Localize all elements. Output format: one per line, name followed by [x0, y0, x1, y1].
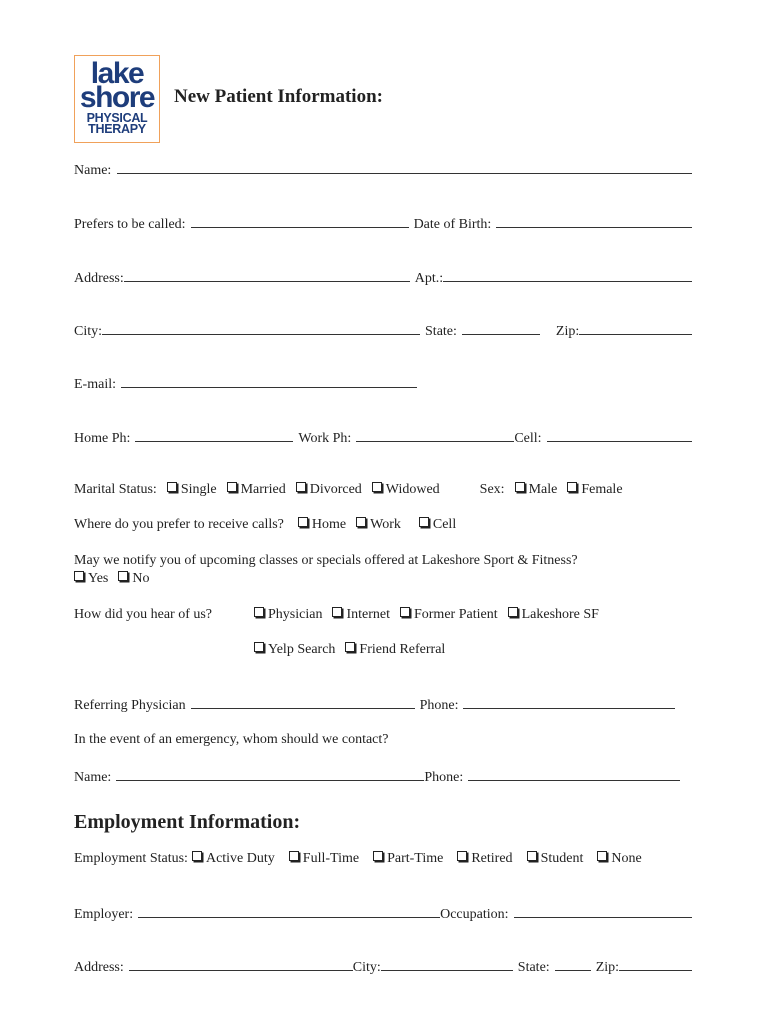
- referring-phone-field[interactable]: [463, 695, 675, 709]
- checkbox-icon[interactable]: [527, 851, 537, 861]
- emergency-phone-field[interactable]: [468, 767, 680, 781]
- cell-label: Cell:: [514, 431, 542, 446]
- employment-title: Employment Information:: [74, 811, 301, 833]
- hear-option-former-patient[interactable]: Former Patient: [400, 607, 498, 623]
- referring-label: Referring Physician: [74, 698, 186, 713]
- employer-address-field[interactable]: [129, 957, 353, 971]
- employment-status-row: [74, 851, 642, 871]
- referring-field[interactable]: [191, 695, 415, 709]
- checkbox-icon[interactable]: [508, 607, 518, 617]
- emergency-row: [74, 767, 692, 787]
- cell-field[interactable]: [547, 428, 692, 442]
- email-label: E-mail:: [74, 377, 116, 392]
- status-option-part-time[interactable]: Part-Time: [373, 851, 443, 867]
- employer-address-row: [74, 957, 692, 977]
- notify-option-yes[interactable]: Yes: [74, 571, 108, 587]
- checkbox-icon[interactable]: [356, 517, 366, 527]
- marital-option-divorced[interactable]: Divorced: [296, 482, 362, 498]
- zip-field[interactable]: [579, 321, 692, 335]
- checkbox-icon[interactable]: [289, 851, 299, 861]
- calls-option-cell[interactable]: Cell: [419, 517, 456, 533]
- sex-option-male[interactable]: Male: [515, 482, 558, 498]
- referring-row: [74, 695, 692, 715]
- emergency-name-field[interactable]: [116, 767, 424, 781]
- marital-row: [74, 482, 633, 502]
- city-label: City:: [74, 324, 103, 339]
- employer-row: [74, 904, 692, 924]
- address-label: Address:: [74, 271, 124, 286]
- marital-option-married[interactable]: Married: [227, 482, 286, 498]
- checkbox-icon[interactable]: [332, 607, 342, 617]
- calls-row: [74, 517, 466, 537]
- status-option-full-time[interactable]: Full-Time: [289, 851, 359, 867]
- hear-option-internet[interactable]: Internet: [332, 607, 390, 623]
- calls-label: Where do you prefer to receive calls?: [74, 517, 284, 532]
- employer-state-label: State:: [517, 960, 550, 975]
- logo-line-shore: shore: [79, 81, 155, 114]
- checkbox-icon[interactable]: [296, 482, 306, 492]
- referring-phone-label: Phone:: [419, 698, 459, 713]
- checkbox-icon[interactable]: [227, 482, 237, 492]
- checkbox-icon[interactable]: [419, 517, 429, 527]
- apt-field[interactable]: [443, 268, 692, 282]
- employer-address-label: Address:: [74, 960, 124, 975]
- city-row: [74, 321, 692, 341]
- calls-option-work[interactable]: Work: [356, 517, 401, 533]
- marital-option-single[interactable]: Single: [167, 482, 217, 498]
- employer-state-field[interactable]: [555, 957, 591, 971]
- checkbox-icon[interactable]: [74, 571, 84, 581]
- calls-option-home[interactable]: Home: [298, 517, 346, 533]
- occupation-field[interactable]: [514, 904, 692, 918]
- checkbox-icon[interactable]: [254, 642, 264, 652]
- checkbox-icon[interactable]: [400, 607, 410, 617]
- checkbox-icon[interactable]: [372, 482, 382, 492]
- employer-city-field[interactable]: [381, 957, 513, 971]
- status-option-retired[interactable]: Retired: [457, 851, 512, 867]
- checkbox-icon[interactable]: [167, 482, 177, 492]
- status-option-student[interactable]: Student: [527, 851, 584, 867]
- emergency-phone-label: Phone:: [424, 770, 464, 785]
- checkbox-icon[interactable]: [345, 642, 355, 652]
- state-label: State:: [425, 324, 457, 339]
- employer-field[interactable]: [138, 904, 440, 918]
- prefers-field[interactable]: [191, 214, 409, 228]
- name-label: Name:: [74, 163, 112, 178]
- emergency-name-label: Name:: [74, 770, 112, 785]
- checkbox-icon[interactable]: [567, 482, 577, 492]
- home-ph-label: Home Ph:: [74, 431, 131, 446]
- employer-city-label: City:: [352, 960, 381, 975]
- city-field[interactable]: [102, 321, 420, 335]
- emergency-question: In the event of an emergency, whom should we contact?: [74, 732, 389, 747]
- logo-line-lake: lake: [90, 57, 144, 90]
- prefers-row: [74, 214, 692, 234]
- hear-options-row1: [254, 607, 609, 627]
- lakeshore-logo: [74, 55, 160, 143]
- email-field[interactable]: [121, 374, 417, 388]
- notify-option-no[interactable]: No: [118, 571, 149, 587]
- address-row: [74, 268, 692, 288]
- marital-option-widowed[interactable]: Widowed: [372, 482, 440, 498]
- home-ph-field[interactable]: [135, 428, 293, 442]
- name-field[interactable]: [117, 160, 692, 174]
- dob-label: Date of Birth:: [413, 217, 492, 232]
- sex-label: Sex:: [479, 482, 505, 497]
- employer-zip-field[interactable]: [619, 957, 692, 971]
- checkbox-icon[interactable]: [298, 517, 308, 527]
- status-option-none[interactable]: None: [597, 851, 641, 867]
- work-ph-label: Work Ph:: [298, 431, 352, 446]
- apt-label: Apt.:: [414, 271, 444, 286]
- checkbox-icon[interactable]: [118, 571, 128, 581]
- hear-option-friend[interactable]: Friend Referral: [345, 642, 445, 658]
- checkbox-icon[interactable]: [515, 482, 525, 492]
- checkbox-icon[interactable]: [192, 851, 202, 861]
- employment-status-label: Employment Status:: [74, 851, 188, 866]
- checkbox-icon[interactable]: [373, 851, 383, 861]
- marital-label: Marital Status:: [74, 482, 157, 497]
- page-title: New Patient Information:: [174, 86, 383, 107]
- work-ph-field[interactable]: [356, 428, 514, 442]
- email-row: [74, 374, 692, 394]
- zip-label: Zip:: [555, 324, 580, 339]
- hear-option-yelp[interactable]: Yelp Search: [254, 642, 335, 658]
- checkbox-icon[interactable]: [457, 851, 467, 861]
- employer-label: Employer:: [74, 907, 134, 922]
- phones-row: [74, 428, 692, 448]
- sex-option-female[interactable]: Female: [567, 482, 622, 498]
- logo-line-therapy: THERAPY: [88, 122, 146, 136]
- employer-zip-label: Zip:: [595, 960, 620, 975]
- status-option-active-duty[interactable]: Active Duty: [192, 851, 275, 867]
- logo-line-physical: PHYSICAL: [86, 111, 148, 125]
- hear-options-row2: [254, 642, 455, 662]
- checkbox-icon[interactable]: [254, 607, 264, 617]
- prefers-label: Prefers to be called:: [74, 217, 186, 232]
- state-field[interactable]: [462, 321, 540, 335]
- checkbox-icon[interactable]: [597, 851, 607, 861]
- address-field[interactable]: [124, 268, 410, 282]
- occupation-label: Occupation:: [440, 907, 509, 922]
- hear-label: How did you hear of us?: [74, 607, 213, 622]
- dob-field[interactable]: [496, 214, 692, 228]
- hear-option-physician[interactable]: Physician: [254, 607, 322, 623]
- notify-question: May we notify you of upcoming classes or specials offered at Lakeshore Sport & Fitness?: [74, 553, 578, 568]
- hear-option-lakeshore-sf[interactable]: Lakeshore SF: [508, 607, 599, 623]
- name-row: [74, 160, 692, 180]
- notify-options: [74, 571, 160, 591]
